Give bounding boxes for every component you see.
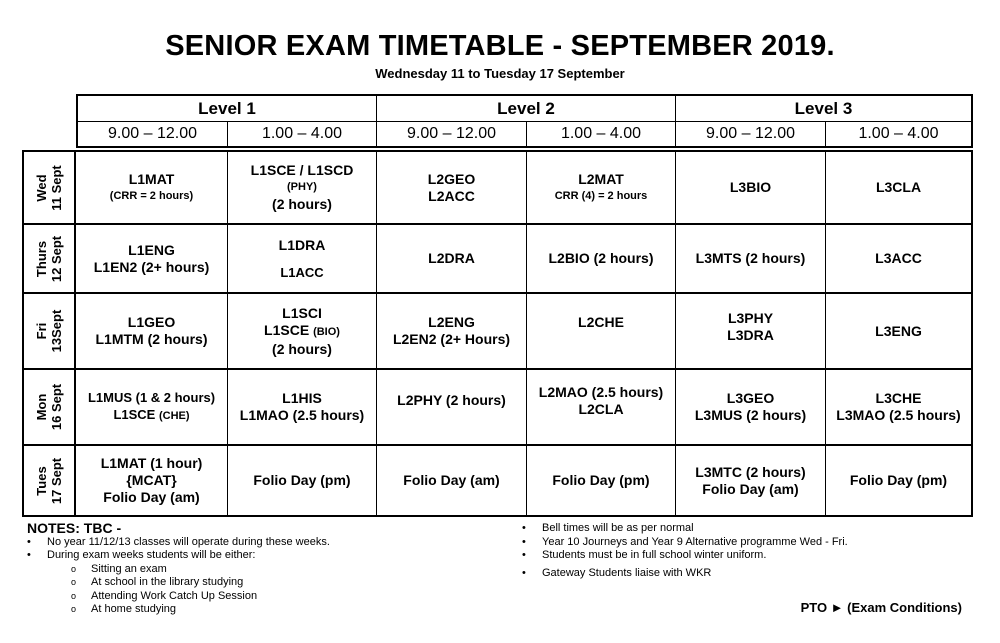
note-item: • Students must be in full school winter uniform. [522, 549, 972, 563]
exam-cell: L3PHY L3DRA [676, 294, 826, 370]
page-title: SENIOR EXAM TIMETABLE - SEPTEMBER 2019. [165, 30, 835, 62]
notes-left [27, 522, 487, 617]
day-date: 17 Sept [49, 457, 64, 504]
timetable-header [76, 94, 973, 148]
note-item: • During exam weeks students will be either: [27, 549, 487, 563]
level-3-header: Level 3 [676, 96, 971, 122]
exam-cell: L1MUS (1 & 2 hours) L1SCE (CHE) [76, 370, 228, 446]
exam-cell: L2ENG L2EN2 (2+ Hours) [377, 294, 527, 370]
exam-cell: Folio Day (pm) [228, 446, 377, 515]
level-2-header: Level 2 [377, 96, 676, 122]
exam-cell: L3ACC [826, 225, 971, 294]
day-label [24, 294, 74, 370]
note-sub-item: o Attending Work Catch Up Session [27, 590, 487, 604]
exam-cell: L3CLA [826, 152, 971, 225]
exam-cell: L1ENG L1EN2 (2+ hours) [76, 225, 228, 294]
exam-cell: L1MAT (1 hour) {MCAT} Folio Day (am) [76, 446, 228, 515]
day-name: Wed [34, 173, 49, 202]
exam-cell: L2GEO L2ACC [377, 152, 527, 225]
day-name: Fri [34, 322, 49, 340]
day-name: Tues [34, 465, 49, 496]
note-item: • Year 10 Journeys and Year 9 Alternative programme Wed - Fri. [522, 536, 972, 550]
exam-cell: L3MTC (2 hours) Folio Day (am) [676, 446, 826, 515]
day-date: 16 Sept [49, 383, 64, 431]
time-slot-header: 1.00 – 4.00 [858, 125, 939, 142]
exam-cell: L2CHE [527, 294, 676, 370]
time-slot-header: 1.00 – 4.00 [527, 122, 676, 146]
note-item: • Bell times will be as per normal [522, 522, 972, 536]
exam-cell: L2MAO (2.5 hours) L2CLA [527, 370, 676, 446]
note-sub-item: o At school in the library studying [27, 576, 487, 590]
day-label [24, 152, 74, 225]
notes-heading: NOTES: TBC - [27, 520, 122, 536]
notes-right [522, 522, 972, 580]
exam-cell: L2MAT CRR (4) = 2 hours [527, 152, 676, 225]
note-item: • No year 11/12/13 classes will operate during these weeks. [27, 536, 487, 550]
exam-cell: L3ENG [826, 294, 971, 370]
day-label [24, 446, 74, 515]
note-sub-item: o At home studying [27, 603, 487, 617]
exam-cell: L2BIO (2 hours) [527, 225, 676, 294]
time-slot-header: 9.00 – 12.00 [676, 122, 826, 146]
level-1-header: Level 1 [78, 96, 377, 122]
day-date: 11 Sept [49, 164, 64, 211]
pto-note: PTO ► (Exam Conditions) [800, 600, 962, 615]
note-item: • Gateway Students liaise with WKR [522, 567, 972, 581]
time-slot-header: 9.00 – 12.00 [377, 122, 527, 146]
day-date: 12 Sept [49, 235, 64, 282]
exam-cell: L1HIS L1MAO (2.5 hours) [228, 370, 377, 446]
day-name: Mon [34, 393, 49, 421]
exam-cell: L1MAT (CRR = 2 hours) [76, 152, 228, 225]
exam-cell: Folio Day (pm) [527, 446, 676, 515]
exam-cell: L3GEO L3MUS (2 hours) [676, 370, 826, 446]
exam-cell: L3BIO [676, 152, 826, 225]
timetable-grid [22, 150, 973, 517]
exam-cell: Folio Day (am) [377, 446, 527, 515]
exam-cell: L3MTS (2 hours) [676, 225, 826, 294]
note-sub-item: o Sitting an exam [27, 563, 487, 577]
exam-cell: L3CHE L3MAO (2.5 hours) [826, 370, 971, 446]
exam-cell: Folio Day (pm) [849, 472, 948, 488]
day-column [24, 152, 76, 515]
page-subtitle: Wednesday 11 to Tuesday 17 September [375, 66, 625, 81]
day-label [24, 370, 74, 446]
exam-cell: L2DRA [377, 225, 527, 294]
exam-cell: L2PHY (2 hours) [377, 370, 527, 446]
day-date: 13Sept [49, 309, 64, 353]
exam-cell: L1SCI L1SCE (BIO) (2 hours) [228, 294, 377, 370]
exam-cell: L1GEO L1MTM (2 hours) [76, 294, 228, 370]
time-slot-header: 1.00 – 4.00 [228, 122, 377, 146]
time-slot-header: 9.00 – 12.00 [78, 122, 228, 146]
exam-cell: L1SCE / L1SCD (PHY) (2 hours) [228, 152, 377, 225]
exam-cell: L1DRA L1ACC [228, 225, 377, 294]
day-label [24, 225, 74, 294]
day-name: Thurs [34, 240, 49, 277]
